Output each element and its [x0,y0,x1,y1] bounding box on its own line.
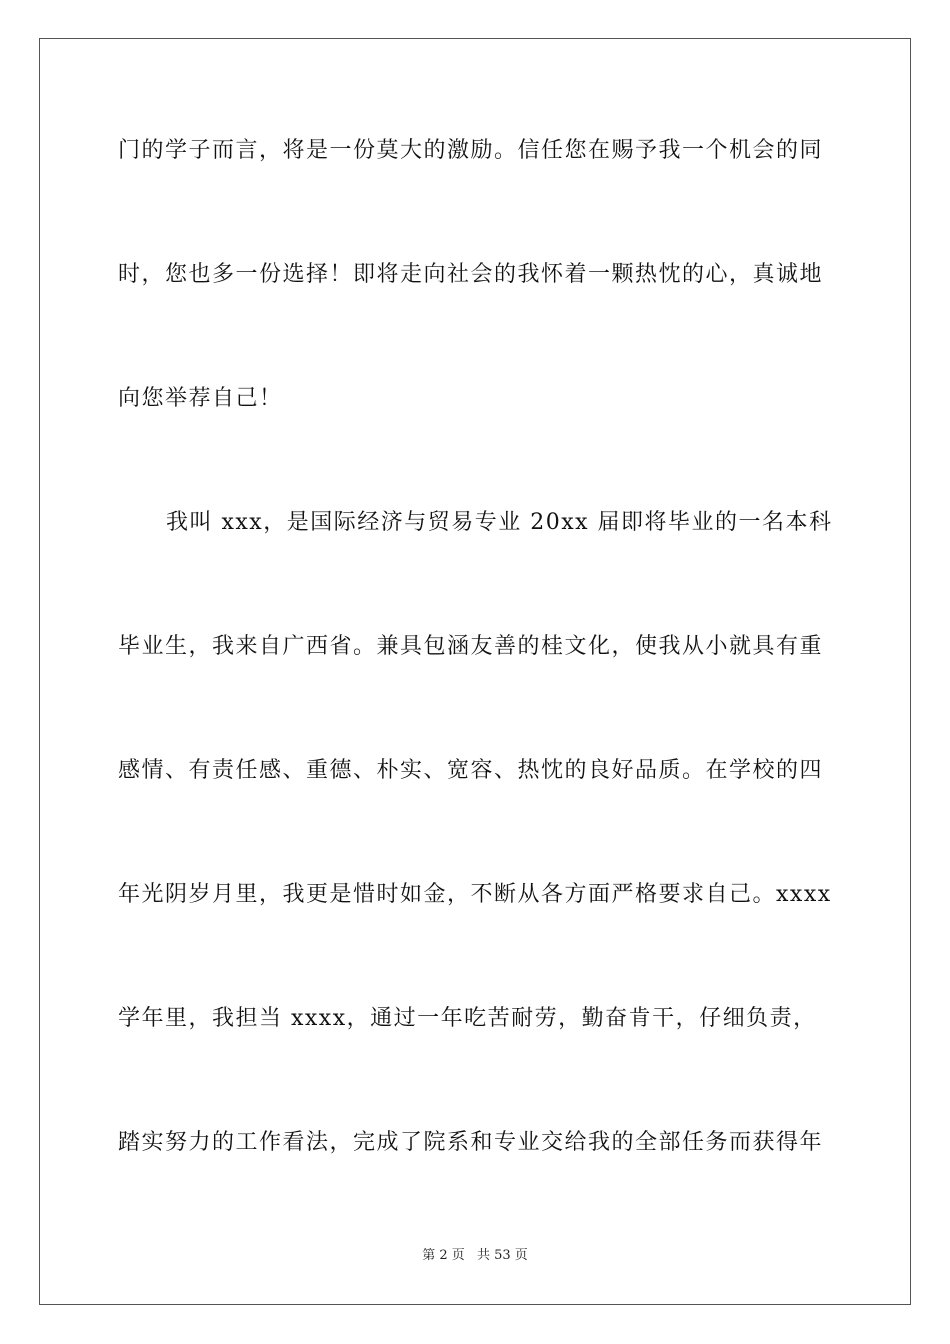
text-line: 学年里，我担当 xxxx，通过一年吃苦耐劳，勤奋肯干，仔细负责， [118,1006,817,1031]
text-line: 踏实努力的工作看法，完成了院系和专业交给我的全部任务而获得年 [118,1130,824,1155]
text-line: 时，您也多一份选择！即将走向社会的我怀着一颗热忱的心，真诚地 [118,262,824,287]
page-total: 共 53 页 [476,1248,528,1263]
text-line: 门的学子而言，将是一份莫大的激励。信任您在赐予我一个机会的同 [118,138,824,163]
text-line: 感情、有责任感、重德、朴实、宽容、热忱的良好品质。在学校的四 [118,758,824,783]
paragraph-start-line: 我叫 xxx，是国际经济与贸易专业 20xx 届即将毕业的一名本科 [166,510,833,535]
page-footer [0,1247,950,1265]
page-border [39,38,911,1305]
text-line: 毕业生，我来自广西省。兼具包涵友善的桂文化，使我从小就具有重 [118,634,824,659]
text-line: 年光阴岁月里，我更是惜时如金，不断从各方面严格要求自己。xxxx [118,882,832,907]
text-line: 向您举荐自己！ [118,386,283,411]
page-number: 第 2 页 [422,1248,465,1263]
